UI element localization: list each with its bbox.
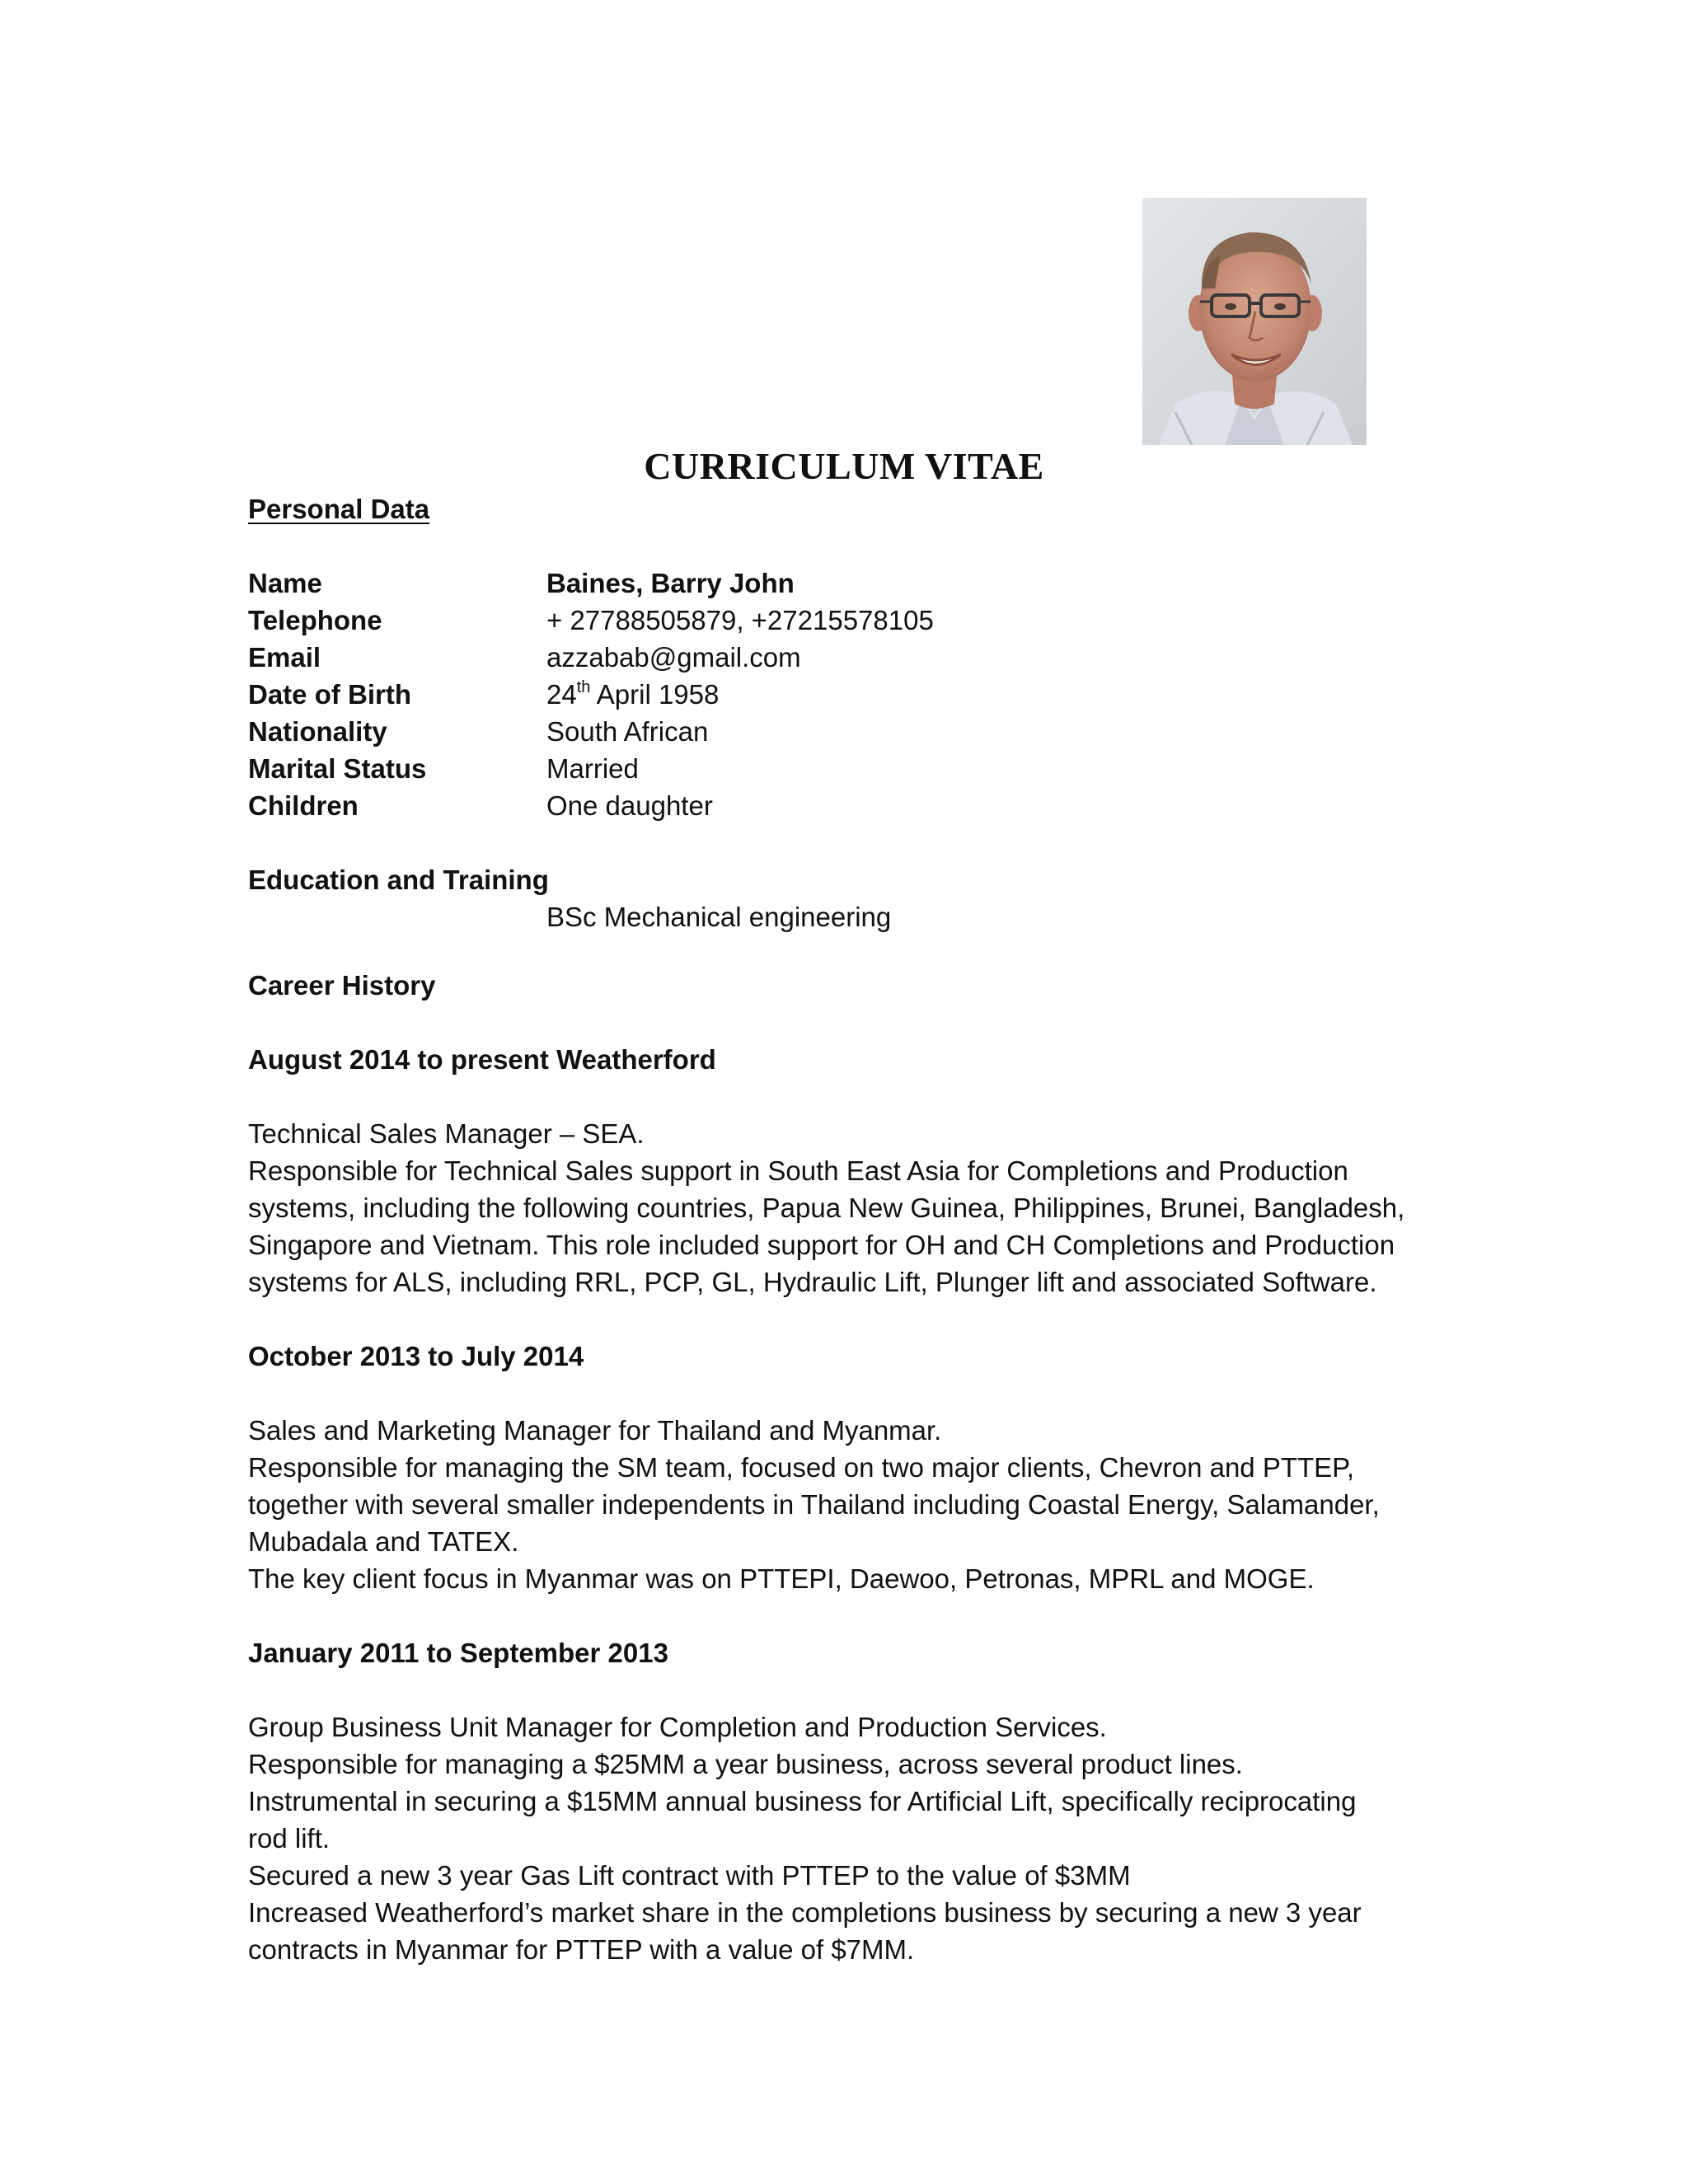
portrait-image: [1142, 198, 1367, 445]
children-value: One daughter: [546, 790, 713, 821]
field-label: Telephone: [248, 605, 382, 635]
job-line: Sales and Marketing Manager for Thailand and Myanmar.: [248, 1415, 942, 1446]
marital-status-value: Married: [546, 753, 639, 784]
job-line: systems, including the following countries, Papua New Guinea, Philippines, Brunei, Bangladesh,: [248, 1193, 1405, 1223]
personal-row-marital-status: [248, 750, 1451, 787]
job-line: Mubadala and TATEX.: [248, 1526, 519, 1557]
job-line: systems for ALS, including RRL, PCP, GL, Hydraulic Lift, Plunger lift and associated Software.: [248, 1267, 1377, 1297]
job-line: contracts in Myanmar for PTTEP with a value of $7MM.: [248, 1934, 915, 1965]
dob-rest: April 1958: [590, 679, 720, 710]
job-line: Secured a new 3 year Gas Lift contract with PTTEP to the value of $3MM: [248, 1860, 1131, 1891]
field-label: Marital Status: [248, 753, 427, 784]
job-description: [248, 1412, 1451, 1597]
name-value: Baines, Barry John: [546, 568, 795, 598]
nationality-value: South African: [546, 716, 709, 747]
field-label: Nationality: [248, 716, 387, 747]
job-description: [248, 1115, 1451, 1301]
field-label: Children: [248, 790, 359, 821]
personal-row-nationality: [248, 713, 1451, 750]
personal-row-telephone: [248, 602, 1451, 639]
field-label: Name: [248, 568, 322, 598]
job-line: Singapore and Vietnam. This role included support for OH and CH Completions and Production: [248, 1230, 1395, 1260]
job-period: January 2011 to September 2013: [248, 1638, 668, 1668]
job-line: rod lift.: [248, 1823, 331, 1854]
job-period: October 2013 to July 2014: [248, 1341, 584, 1371]
job-line: The key client focus in Myanmar was on PTTEPI, Daewoo, Petronas, MPRL and MOGE.: [248, 1563, 1315, 1594]
job-line: Responsible for Technical Sales support in South East Asia for Completions and Production: [248, 1155, 1348, 1186]
job-line: Responsible for managing the SM team, focused on two major clients, Chevron and PTTEP,: [248, 1452, 1355, 1483]
date-of-birth-value: [546, 676, 1451, 713]
field-label: Email: [248, 642, 321, 673]
job-line: Instrumental in securing a $15MM annual business for Artificial Lift, specifically reciprocating: [248, 1786, 1357, 1816]
job-line: Responsible for managing a $25MM a year business, across several product lines.: [248, 1749, 1243, 1779]
personal-data-heading: Personal Data: [248, 494, 430, 524]
dob-ordinal-suffix: th: [576, 678, 591, 696]
personal-row-email: [248, 639, 1451, 676]
personal-row-name: [248, 565, 1451, 602]
job-description: [248, 1708, 1451, 1968]
personal-row-children: [248, 787, 1451, 824]
job-line: Increased Weatherford’s market share in the completions business by securing a new 3 year: [248, 1897, 1362, 1928]
personal-row-date-of-birth: [248, 676, 1451, 713]
email-value: azzabab@gmail.com: [546, 642, 801, 673]
document-title: CURRICULUM VITAE: [644, 445, 1044, 487]
profile-photo: [1142, 198, 1367, 445]
field-label: Date of Birth: [248, 679, 411, 710]
cv-content: [248, 490, 1451, 1968]
education-heading: Education and Training: [248, 865, 549, 895]
job-line: Technical Sales Manager – SEA.: [248, 1118, 645, 1149]
telephone-value: + 27788505879, +27215578105: [546, 605, 934, 635]
job-line: together with several smaller independents in Thailand including Coastal Energy, Salamander,: [248, 1489, 1380, 1520]
education-item: BSc Mechanical engineering: [546, 902, 892, 932]
dob-day: 24: [546, 679, 577, 710]
job-period: August 2014 to present Weatherford: [248, 1044, 716, 1075]
career-history-heading: Career History: [248, 970, 436, 1001]
job-line: Group Business Unit Manager for Completion and Production Services.: [248, 1712, 1107, 1742]
